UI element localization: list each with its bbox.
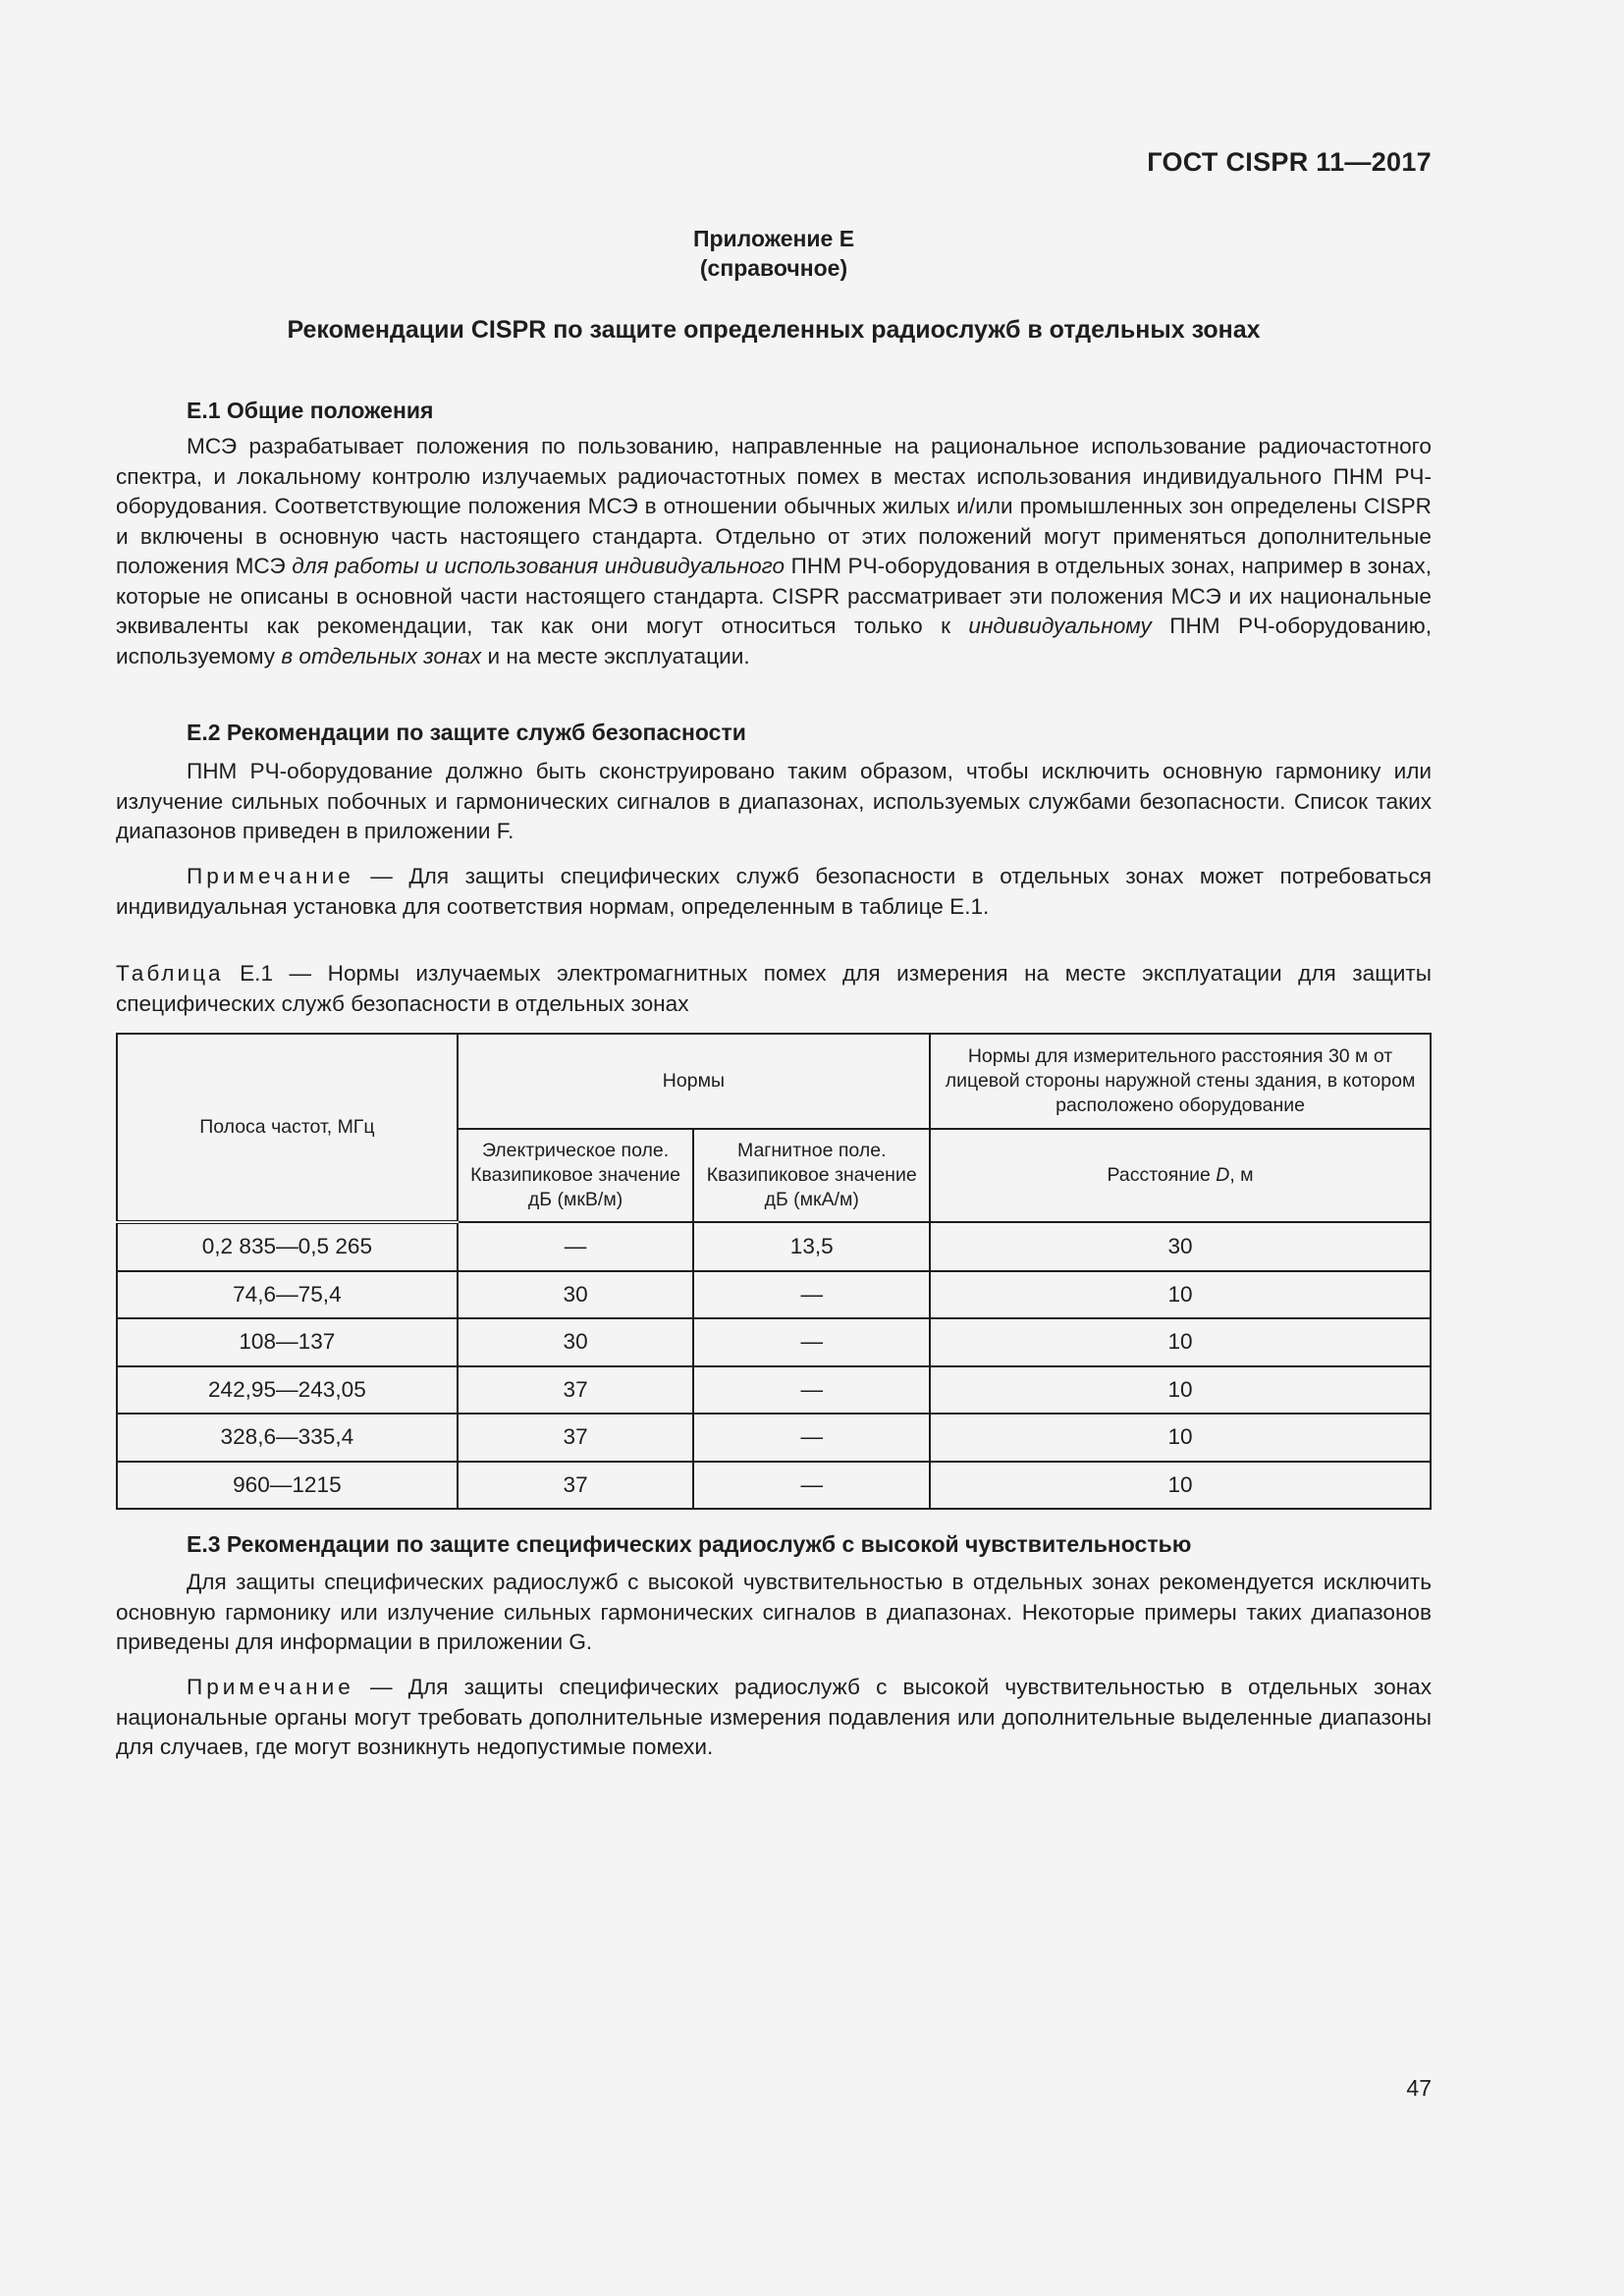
cell-distance: 10 (930, 1414, 1431, 1462)
table-row (117, 1222, 1431, 1271)
e1-text-part: и на месте эксплуатации. (481, 643, 750, 668)
table-row (117, 1366, 1431, 1415)
note-label: Примечание (187, 1675, 354, 1699)
table-caption (116, 959, 1432, 1019)
cell-magnetic: 13,5 (693, 1222, 930, 1271)
header-distance (930, 1129, 1431, 1222)
table-caption-text: Е.1 — Нормы излучаемых электромагнитных помех для измерения на месте эксплуатации для защиты специфических служб безопасности в отдельных зонах (116, 961, 1432, 1016)
cell-band: 0,2 835—0,5 265 (117, 1222, 458, 1271)
cell-electric: — (458, 1222, 694, 1271)
section-e1-paragraph (116, 432, 1432, 671)
document-page (116, 0, 1432, 2296)
table-row (117, 1414, 1431, 1462)
table-caption-label: Таблица (116, 961, 224, 986)
header-frequency-band: Полоса частот, МГц (117, 1034, 458, 1222)
header-magnetic-field: Магнитное поле. Квазипиковое значение дБ (мкА/м) (693, 1129, 930, 1222)
cell-electric: 37 (458, 1462, 694, 1510)
cell-magnetic: — (693, 1366, 930, 1415)
section-e1-heading: Е.1 Общие положения (187, 398, 434, 423)
cell-electric: 30 (458, 1271, 694, 1319)
header-distance-prefix: Расстояние (1107, 1164, 1217, 1186)
e1-text-part: ПНМ РЧ-оборудования в отдельных зонах, например в зонах, которые не описаны в основной части настоящего стандарта. CISPR рассматривает эти положения МСЭ и их национальные эквиваленты как рекомендации, так как они могут относиться только к (116, 554, 1432, 638)
cell-band: 74,6—75,4 (117, 1271, 458, 1319)
header-electric-field: Электрическое поле. Квазипиковое значение дБ (мкВ/м) (458, 1129, 694, 1222)
annex-label: Приложение Е (692, 226, 855, 251)
cell-magnetic: — (693, 1318, 930, 1366)
cell-electric: 37 (458, 1414, 694, 1462)
cell-distance: 10 (930, 1271, 1431, 1319)
e1-italic-part: индивидуальному (968, 614, 1152, 638)
section-e3-note (116, 1673, 1432, 1763)
header-distance-suffix: , м (1229, 1164, 1254, 1186)
cell-distance: 10 (930, 1462, 1431, 1510)
table-row (117, 1462, 1431, 1510)
cell-electric: 30 (458, 1318, 694, 1366)
cell-magnetic: — (693, 1414, 930, 1462)
section-e3-heading: Е.3 Рекомендации по защите специфических радиослужб с высокой чувствительностью (187, 1531, 1192, 1557)
cell-electric: 37 (458, 1366, 694, 1415)
header-distance-group: Нормы для измерительного расстояния 30 м от лицевой стороны наружной стены здания, в котором расположено оборудование (930, 1034, 1431, 1129)
cell-distance: 10 (930, 1366, 1431, 1415)
header-distance-variable: D (1216, 1164, 1230, 1186)
page-number: 47 (1406, 2075, 1432, 2101)
e1-text-part: МСЭ разрабатывает положения по пользованию, направленные на рациональное использование радиочастотного спектра, и локальному контролю излучаемых радиочастотных помех в местах использования индивидуального ПНМ РЧ-оборудования. Соответствующие положения МСЭ в отношении обычных жилых и/или промышленных зон определены CISPR и включены в основную часть настоящего стандарта. Отдельно от этих положений могут применяться дополнительные положения МСЭ (116, 434, 1432, 578)
e1-italic-part: в отдельных зонах (281, 643, 482, 668)
e1-italic-part: для работы и использования индивидуального (292, 554, 785, 578)
cell-band: 242,95—243,05 (117, 1366, 458, 1415)
section-e2-heading: Е.2 Рекомендации по защите служб безопасности (187, 720, 746, 745)
note-text: — Для защиты специфических служб безопасности в отдельных зонах может потребоваться индивидуальная установка для соответствия нормам, определенным в таблице Е.1. (116, 864, 1432, 919)
header-norms: Нормы (458, 1034, 930, 1129)
norms-table (116, 1033, 1432, 1510)
cell-distance: 10 (930, 1318, 1431, 1366)
e1-text-part: ПНМ РЧ-оборудованию, используемому (116, 614, 1432, 668)
note-text: — Для защиты специфических радиослужб с высокой чувствительностью в отдельных зонах национальные органы могут требовать дополнительные измерения подавления или дополнительные выделенные диапазоны для случаев, где могут возникнуть недопустимые помехи. (116, 1675, 1432, 1759)
table-row (117, 1318, 1431, 1366)
section-e3-paragraph: Для защиты специфических радиослужб с высокой чувствительностью в отдельных зонах рекомендуется исключить основную гармонику или излучение сильных гармонических сигналов в диапазонах. Некоторые примеры таких диапазонов приведены для информации в приложении G. (116, 1570, 1432, 1654)
cell-magnetic: — (693, 1271, 930, 1319)
annex-title: Рекомендации CISPR по защите определенных радиослужб в отдельных зонах (287, 316, 1261, 344)
table-row (117, 1271, 1431, 1319)
cell-distance: 30 (930, 1222, 1431, 1271)
annex-type: (справочное) (699, 255, 848, 281)
annex-header (116, 224, 1432, 283)
section-e2-paragraph: ПНМ РЧ-оборудование должно быть сконструировано таким образом, чтобы исключить основную гармонику или излучение сильных побочных и гармонических сигналов в диапазонах, используемых службами безопасности. Список таких диапазонов приведен в приложении F. (116, 759, 1432, 843)
cell-band: 108—137 (117, 1318, 458, 1366)
cell-magnetic: — (693, 1462, 930, 1510)
note-label: Примечание (187, 864, 354, 888)
document-code: ГОСТ CISPR 11—2017 (1147, 147, 1432, 177)
cell-band: 960—1215 (117, 1462, 458, 1510)
cell-band: 328,6—335,4 (117, 1414, 458, 1462)
section-e2-note (116, 862, 1432, 922)
